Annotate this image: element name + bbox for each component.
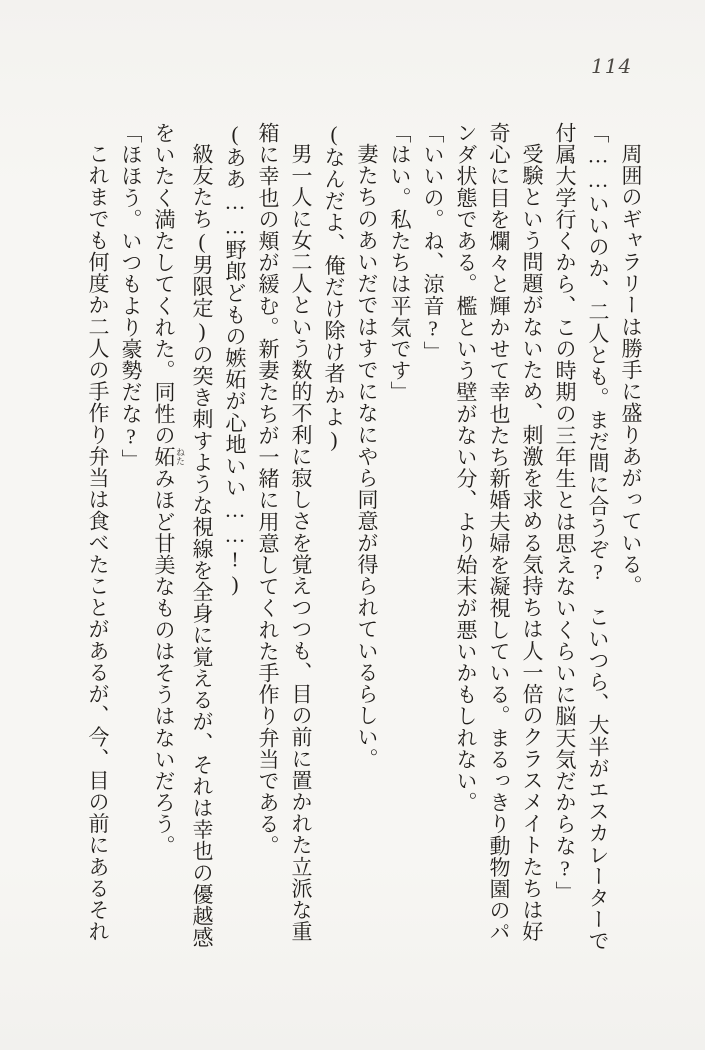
text-line: 「いいの。ね、涼音?」 bbox=[421, 122, 445, 363]
text-line: 「はい。私たちは平気です」 bbox=[388, 122, 412, 403]
page-number: 114 bbox=[591, 54, 633, 78]
body-text bbox=[81, 122, 647, 952]
text-line: 級友たち(男限定)の突き刺すような視線を全身に覚えるが、それは幸也の優越感 bbox=[190, 143, 214, 949]
furigana-ruby: 妬 ねた bbox=[152, 446, 185, 468]
text-line: 周囲のギャラリーは勝手に盛りあがっている。 bbox=[619, 143, 643, 597]
text-line: をいたく満たしてくれた。同性の妬 ねたみほど甘美なものはそうはないだろう。 bbox=[152, 122, 185, 857]
text-line: 受験という問題がないため、刺激を求める気持ちは人一倍のクラスメイトたちは好 bbox=[520, 143, 544, 943]
text-line: 箱に幸也の頬が緩む。新妻たちが一緒に用意してくれた手作り弁当である。 bbox=[256, 122, 280, 857]
text-line: 妻たちのあいだではすでになにやら同意が得られているらしい。 bbox=[355, 143, 379, 770]
text-line: ンダ状態である。檻という壁がない分、より始末が悪いかもしれない。 bbox=[454, 122, 478, 814]
text-line: 「……いいのか、二人とも。まだ間に合うぞ? こいつら、大半がエスカレーターで bbox=[586, 122, 610, 952]
text-line: 奇心に目を爛々と輝かせて幸也たち新婚夫婦を凝視している。まるっきり動物園のパ bbox=[487, 122, 511, 943]
text-line: 男一人に女二人という数的不利に寂しさを覚えつつも、目の前に置かれた立派な重 bbox=[289, 143, 313, 943]
text-line: (なんだよ、俺だけ除け者かよ) bbox=[322, 122, 346, 452]
text-line: (ああ……野郎どもの嫉妬が心地いい……!) bbox=[223, 122, 247, 597]
text-line: これまでも何度か二人の手作り弁当は食べたことがあるが、今、目の前にあるそれ bbox=[86, 143, 110, 943]
text-line: 付属大学行くから、この時期の三年生とは思えないくらいに脳天気だからな?」 bbox=[553, 122, 577, 903]
text-line: 「ほほう。いつもより豪勢だな?」 bbox=[119, 122, 143, 471]
